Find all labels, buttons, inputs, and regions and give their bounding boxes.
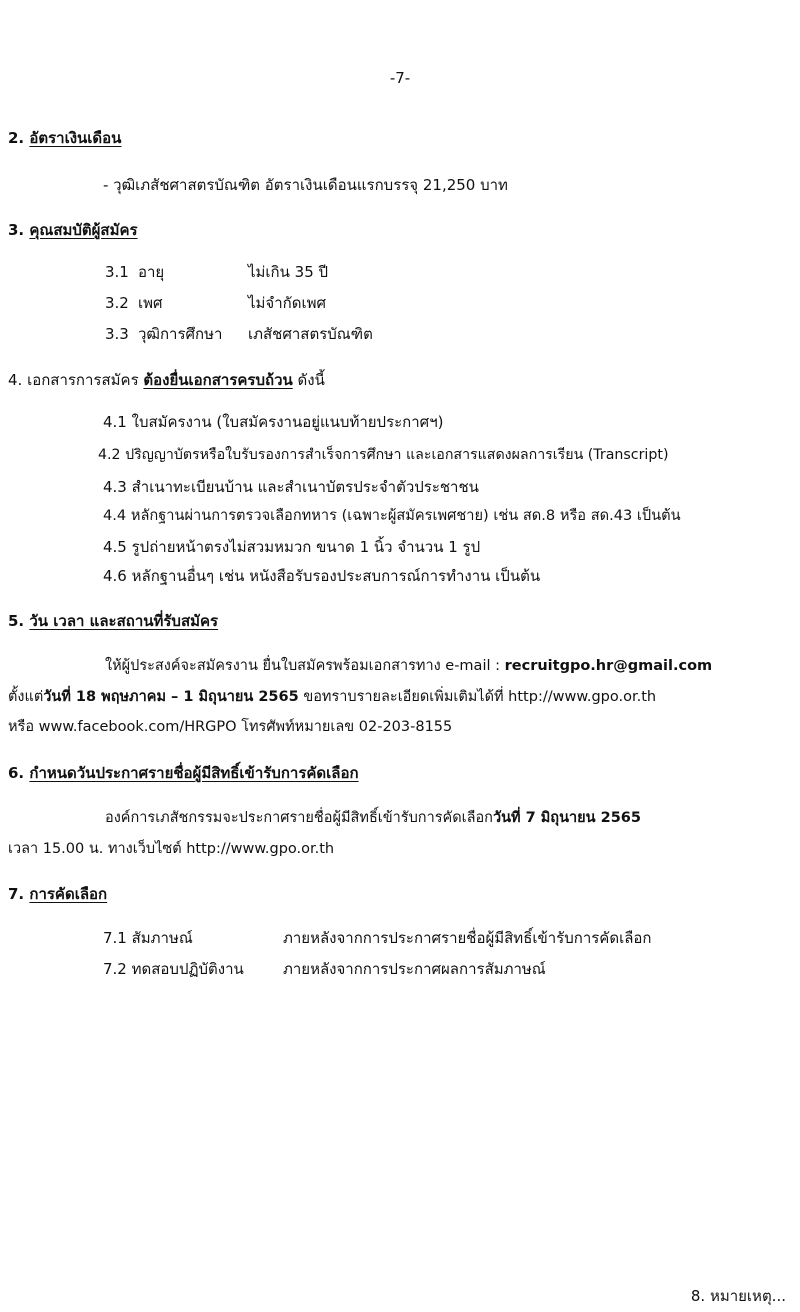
selection-value: ภายหลังจากการประกาศผลการสัมภาษณ์ — [283, 960, 546, 978]
section-4-emphasis: ต้องยื่นเอกสารครบถ้วน — [143, 371, 293, 389]
page-number: -7- — [389, 69, 411, 87]
application-paragraph-line-1 — [105, 656, 712, 676]
salary-line: - วุฒิเภสัชศาสตรบัณฑิต อัตราเงินเดือนแรกบรรจุ 21,250 บาท — [103, 176, 508, 194]
selection-item — [103, 928, 652, 948]
section-6-number: 6. — [8, 764, 25, 782]
qualification-value: ไม่เกิน 35 ปี — [248, 263, 329, 281]
qualification-label: เพศ — [138, 294, 163, 312]
section-4-lead: 4. เอกสารการสมัคร — [8, 371, 139, 389]
document-item: 4.4 หลักฐานผ่านการตรวจเลือกทหาร (เฉพาะผู้สมัครเพศชาย) เช่น สด.8 หรือ สด.43 เป็นต้น — [103, 507, 681, 524]
section-3-heading — [8, 220, 138, 240]
application-period-prefix: ตั้งแต่ — [8, 689, 44, 705]
qualification-number: 3.3 — [105, 325, 129, 343]
more-info-text: ขอทราบรายละเอียดเพิ่มเติมได้ที่ http://www.gpo.or.th — [303, 689, 657, 705]
qualification-number: 3.2 — [105, 294, 129, 312]
section-3-number: 3. — [8, 221, 25, 239]
announcement-line-2: เวลา 15.00 น. ทางเว็บไซต์ http://www.gpo.or.th — [8, 841, 335, 857]
section-6-heading — [8, 763, 359, 783]
document-item: 4.5 รูปถ่ายหน้าตรงไม่สวมหมวก ขนาด 1 นิ้ว จำนวน 1 รูป — [103, 538, 481, 556]
section-2-title: อัตราเงินเดือน — [29, 129, 122, 147]
qualification-value: ไม่จำกัดเพศ — [248, 294, 327, 312]
announcement-date: วันที่ 7 มิถุนายน 2565 — [492, 810, 641, 826]
section-6-title: กำหนดวันประกาศรายชื่อผู้มีสิทธิ์เข้ารับการคัดเลือก — [29, 764, 359, 782]
document-item: 4.2 ปริญญาบัตรหรือใบรับรองการสำเร็จการศึกษา และเอกสารแสดงผลการเรียน (Transcript) — [98, 447, 669, 463]
selection-label: 7.1 สัมภาษณ์ — [103, 929, 193, 947]
qualification-value: เภสัชศาสตรบัณฑิต — [248, 325, 373, 343]
document-item: 4.3 สำเนาทะเบียนบ้าน และสำเนาบัตรประจำตัวประชาชน — [103, 478, 479, 496]
section-2-heading — [8, 128, 121, 148]
application-instructions: ให้ผู้ประสงค์จะสมัครงาน ยื่นใบสมัครพร้อมเอกสารทาง e-mail : — [105, 658, 500, 674]
section-7-number: 7. — [8, 885, 25, 903]
application-email: recruitgpo.hr@gmail.com — [504, 658, 713, 674]
next-page-marker: 8. หมายเหตุ... — [690, 1287, 786, 1305]
section-5-heading — [8, 611, 218, 631]
section-7-title: การคัดเลือก — [29, 885, 108, 903]
section-3-title: คุณสมบัติผู้สมัคร — [29, 221, 138, 239]
section-4-tail: ดังนี้ — [297, 371, 325, 389]
qualification-item — [105, 262, 329, 282]
section-5-number: 5. — [8, 612, 25, 630]
announcement-text: องค์การเภสัชกรรมจะประกาศรายชื่อผู้มีสิทธิ์เข้ารับการคัดเลือก — [105, 810, 493, 826]
document-item: 4.1 ใบสมัครงาน (ใบสมัครงานอยู่แนบท้ายประกาศฯ) — [103, 413, 444, 431]
contact-line: หรือ www.facebook.com/HRGPO โทรศัพท์หมายเลข 02-203-8155 — [8, 719, 453, 735]
section-4-heading — [8, 370, 325, 390]
section-5-title: วัน เวลา และสถานที่รับสมัคร — [29, 612, 219, 630]
qualification-label: วุฒิการศึกษา — [138, 325, 223, 343]
selection-label: 7.2 ทดสอบปฏิบัติงาน — [103, 960, 244, 978]
section-7-heading — [8, 884, 107, 904]
application-paragraph-line-2 — [8, 687, 656, 707]
qualification-item — [105, 293, 327, 313]
announcement-line-1 — [105, 808, 641, 828]
selection-item — [103, 959, 546, 979]
qualification-item — [105, 324, 373, 344]
qualification-number: 3.1 — [105, 263, 129, 281]
selection-value: ภายหลังจากการประกาศรายชื่อผู้มีสิทธิ์เข้ารับการคัดเลือก — [283, 929, 652, 947]
document-item: 4.6 หลักฐานอื่นๆ เช่น หนังสือรับรองประสบการณ์การทำงาน เป็นต้น — [103, 567, 541, 585]
application-period: วันที่ 18 พฤษภาคม – 1 มิถุนายน 2565 — [43, 689, 299, 705]
section-2-number: 2. — [8, 129, 25, 147]
qualification-label: อายุ — [138, 263, 165, 281]
